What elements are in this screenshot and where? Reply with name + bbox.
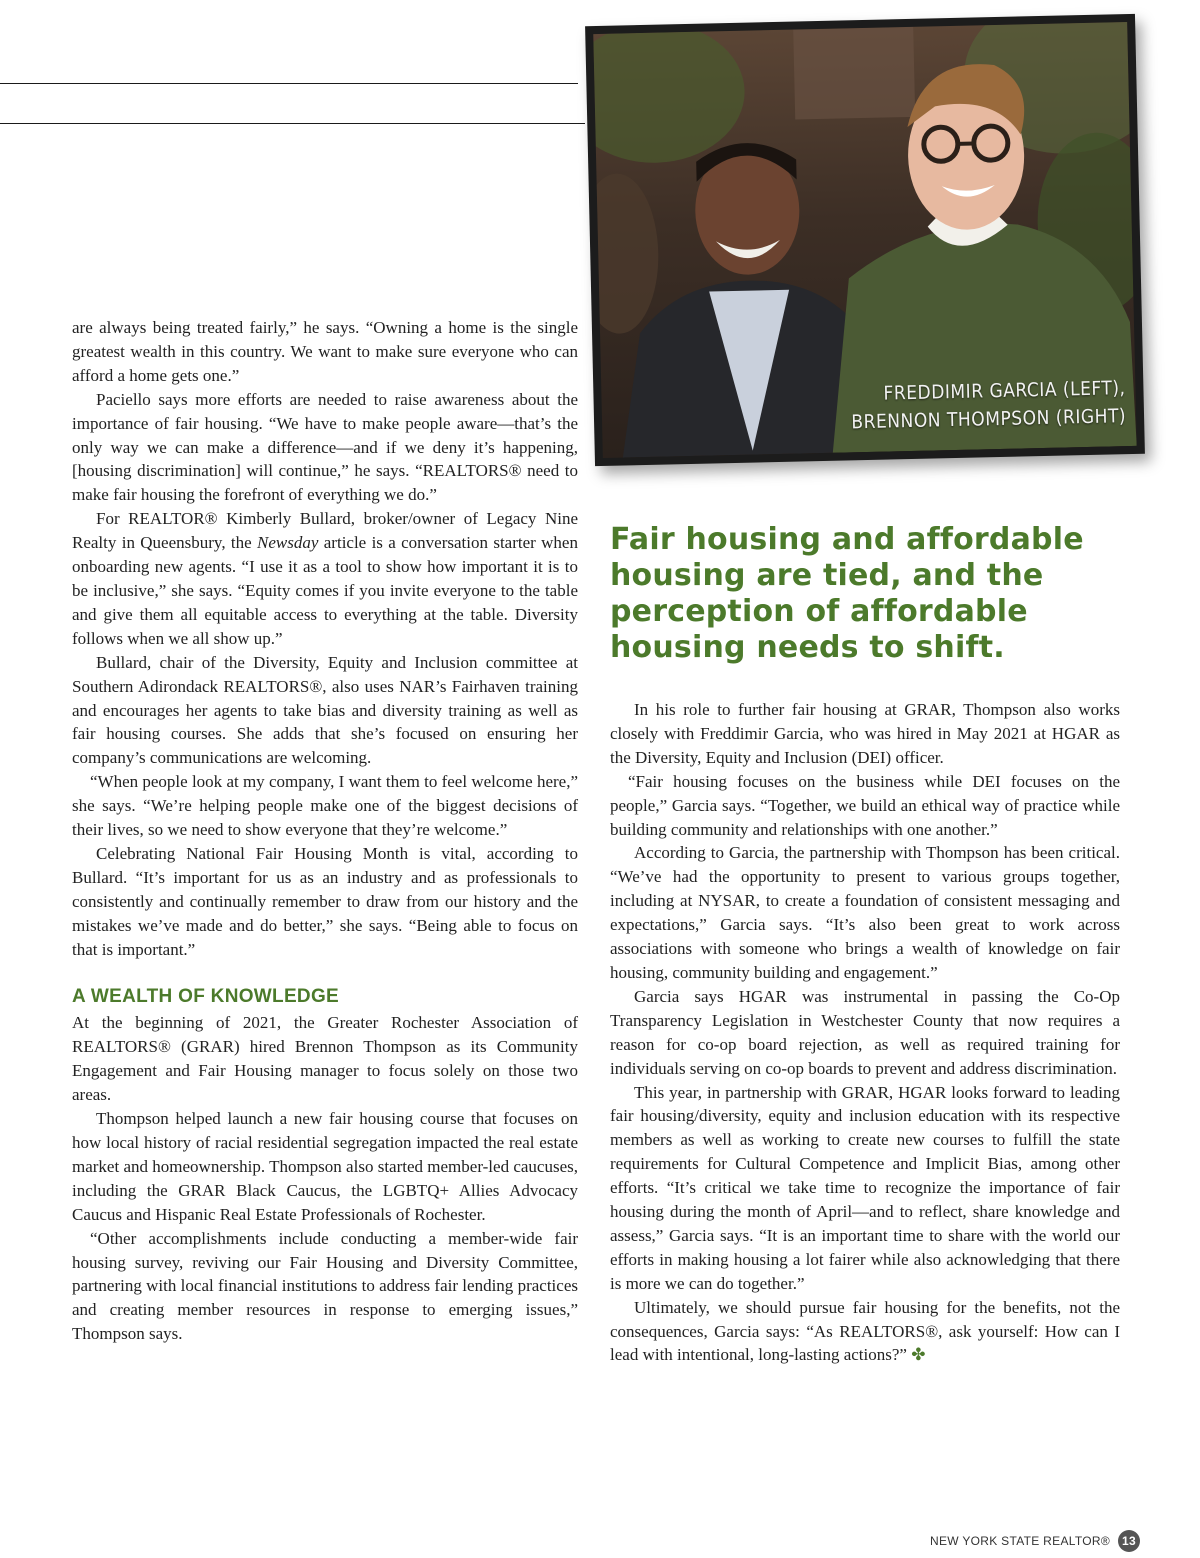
paragraph: “Other accomplishments include conducting a member-wide fair housing survey, reviving our Fair Housing and Diversity Committee, partnering with local financial institutions to address fair lending practices and creating member resources in response to emerging issues,” Thompson says.	[72, 1228, 578, 1344]
paragraph	[72, 507, 578, 650]
pull-quote: Fair housing and affordable housing are tied, and the perception of affordable housing needs to shift.	[610, 522, 1084, 665]
text-run: Ultimately, we should pursue fair housing for the benefits, not the consequences, Garcia says: “As REALTORS®, ask yourself: How can I lead with intentional, long-lasting actions?”	[610, 1297, 1120, 1365]
caption-line-2: BRENNON THOMPSON (RIGHT)	[851, 405, 1127, 434]
paragraph: This year, in partnership with GRAR, HGAR looks forward to leading fair housing/diversity, equity and inclusion education with its respective members as well as working to create new courses to fulfill the state requirements for Cultural Competence and Implicit Bias, among other efforts. “It’s critical we take time to recognize the importance of fair housing during the month of April—and to reflect, share knowledge and assess,” Garcia says. “It is an important time to share with the world our efforts in making housing a lot fairer while also acknowledging that there is more we can do together.”	[610, 1082, 1120, 1293]
paragraph: According to Garcia, the partnership with Thompson has been critical. “We’ve had the opportunity to present to various groups together, including at NYSAR, to create a foundation of consistent messaging and expectations,” Garcia says. “It’s also been great to work across associations with someone who brings a wealth of knowledge on fair housing, community building and engagement.”	[610, 843, 1120, 982]
section-subhead: A WEALTH OF KNOWLEDGE	[72, 986, 339, 1008]
page-number: 13	[1118, 1530, 1140, 1552]
paragraph: At the beginning of 2021, the Greater Rochester Association of REALTORS® (GRAR) hired Brennon Thompson as its Community Engagement and Fair Housing manager to focus solely on those two areas.	[72, 1013, 578, 1105]
feature-photo	[585, 14, 1145, 466]
photo-image	[593, 22, 1136, 458]
paragraph: Thompson helped launch a new fair housing course that focuses on how local history of racial residential segregation impacted the real estate market and homeownership. Thompson also started member-led caucuses, including the GRAR Black Caucus, the LGBTQ+ Allies Advocacy Caucus and Hispanic Real Estate Professionals of Rochester.	[72, 1109, 578, 1224]
paragraph: are always being treated fairly,” he says. “Owning a home is the single greatest wealth in this country. We want to make sure everyone who can afford a home gets one.”	[72, 318, 578, 385]
left-column	[72, 316, 578, 1346]
paragraph: “Fair housing focuses on the business while DEI focuses on the people,” Garcia says. “Together, we build an ethical way of practice while building community and relationships with one another.”	[610, 771, 1120, 839]
paragraph: Bullard, chair of the Diversity, Equity and Inclusion committee at Southern Adirondack REALTORS®, also uses NAR’s Fairhaven training and encourages her agents to take bias and diversity training as well as fair housing courses. She adds that she’s focused on ensuring her company’s communications are welcoming.	[72, 652, 578, 768]
second-rule	[0, 123, 585, 124]
paragraph	[610, 1296, 1120, 1369]
text-run: article is a conversation starter when onboarding new agents. “I use it as a tool to show how important it is to be inclusive,” she says. “Equity comes if you invite everyone to the table and give them all equitable access to everything at the table. Diversity follows when we all show up.”	[72, 533, 578, 648]
paragraph: “When people look at my company, I want them to feel welcome here,” she says. “We’re helping people make one of the biggest decisions of their lives, so we need to show everyone that they’re welcome.”	[72, 772, 578, 840]
caption-line-1: FREDDIMIR GARCIA (LEFT),	[883, 377, 1126, 405]
top-rule	[0, 83, 578, 84]
paragraph: In his role to further fair housing at GRAR, Thompson also works closely with Freddimir Garcia, who was hired in May 2021 at HGAR as the Diversity, Equity and Inclusion (DEI) officer.	[610, 700, 1120, 767]
text-run: For REALTOR® Kimberly Bullard, broker/owner of Legacy Nine Realty in Queensbury, the	[72, 509, 578, 553]
right-column	[610, 698, 1120, 1368]
publication-name: NEW YORK STATE REALTOR®	[930, 1534, 1110, 1548]
photo-caption	[850, 374, 1126, 436]
publication-name: Newsday	[257, 533, 319, 553]
paragraph: Garcia says HGAR was instrumental in passing the Co-Op Transparency Legislation in Westchester County that now requires a reason for co-op board rejection, as well as required training for individuals serving on co-op boards to prevent and address discrimination.	[610, 986, 1120, 1078]
paragraph: Paciello says more efforts are needed to raise awareness about the importance of fair housing. “We have to make people aware—that’s the only way we can make a difference—and if we deny it’s happening, [housing discrimination] will continue,” he says. “REALTORS® need to make fair housing the forefront of everything we do.”	[72, 389, 578, 505]
page-footer	[930, 1530, 1140, 1552]
paragraph: Celebrating National Fair Housing Month is vital, according to Bullard. “It’s important for us as an industry and as professionals to consistently and continually remember to draw from our history and the mistakes we’ve made and do better,” she says. “Being able to focus on that is important.”	[72, 843, 578, 959]
end-mark-icon: ✤	[911, 1345, 926, 1366]
